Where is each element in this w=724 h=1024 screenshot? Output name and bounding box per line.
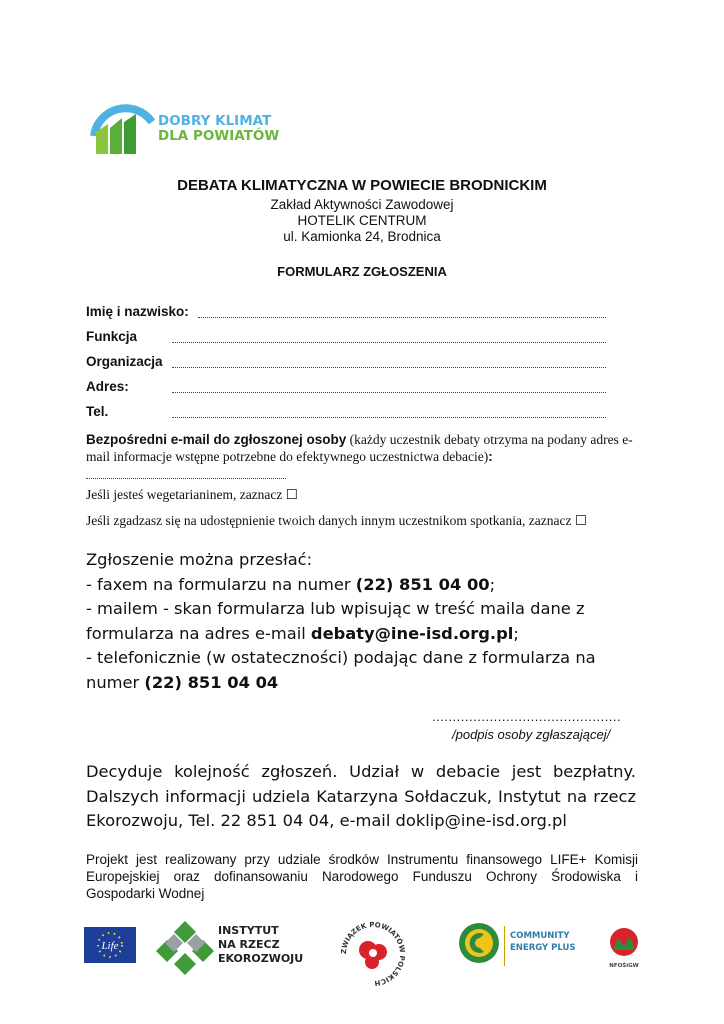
cep-line-1: COMMUNITY xyxy=(510,931,570,941)
ine-name xyxy=(218,924,303,966)
phone-line[interactable] xyxy=(172,417,606,418)
organization-label: Organizacja xyxy=(86,354,163,369)
address-label: Adres: xyxy=(86,379,129,394)
phone-label: Tel. xyxy=(86,404,109,419)
mail-method xyxy=(86,597,646,646)
signature-line[interactable]: .............................................. xyxy=(432,709,622,724)
mail-text: - mailem - skan formularza lub wpisując w treść maila dane z formularza na adres e-mail xyxy=(86,599,585,643)
logo-line-2: DLA POWIATÓW xyxy=(158,128,280,144)
venue-line-2: HOTELIK CENTRUM xyxy=(297,213,427,228)
ine-line-1: INSTYTUT xyxy=(218,924,279,937)
phone-method xyxy=(86,646,646,695)
info-paragraph: Decyduje kolejność zgłoszeń. Udział w debacie jest bezpłatny. Dalszych informacji udziela Katarzyna Sołdaczuk, Instytut na rzecz Ekorozwoju, Tel. 22 851 04 04, e-mail doklip@ine-isd.org.pl xyxy=(86,762,636,830)
phone-field[interactable] xyxy=(86,403,606,421)
form-title: FORMULARZ ZGŁOSZENIA xyxy=(277,264,447,279)
email-line[interactable] xyxy=(86,478,286,479)
fax-end: ; xyxy=(489,574,496,594)
organization-line[interactable] xyxy=(172,367,606,368)
zpp-logo xyxy=(338,918,408,986)
address-field[interactable] xyxy=(86,378,606,396)
function-line[interactable] xyxy=(172,342,606,343)
mail-end: ; xyxy=(513,623,519,643)
vegetarian-checkbox[interactable]: Jeśli jesteś wegetarianinem, zaznacz ☐ xyxy=(86,487,298,502)
logo-line-1: DOBRY KLIMAT xyxy=(158,113,272,129)
submission-intro: Zgłoszenie można przesłać: xyxy=(86,550,313,569)
cep-name xyxy=(510,930,576,954)
data-sharing-checkbox[interactable]: Jeśli zgadzasz się na udostępnienie twoich danych innym uczestnikom spotkania, zaznacz ☐ xyxy=(86,513,587,528)
cep-divider xyxy=(504,926,505,966)
email-note: (każdy uczestnik debaty otrzyma na podany adres e-mail informacje wstępne potrzebne do efektywnego uczestnictwa debacie) xyxy=(86,432,633,464)
function-label: Funkcja xyxy=(86,329,138,344)
address-line[interactable] xyxy=(172,392,606,393)
venue-address: ul. Kamionka 24, Brodnica xyxy=(283,229,441,244)
signature-label: /podpis osoby zgłaszającej/ xyxy=(452,727,611,742)
email-instructions xyxy=(86,431,646,465)
email-colon: : xyxy=(488,449,493,464)
email-label: Bezpośredni e-mail do zgłoszonej osoby xyxy=(86,432,347,447)
function-field[interactable] xyxy=(86,328,606,346)
nfos-text: NFOŚiGW xyxy=(609,963,639,969)
zpp-text: ZWIĄZEK POWIATÓW POLSKICH xyxy=(339,920,407,986)
venue-line-1: Zakład Aktywności Zawodowej xyxy=(270,197,454,212)
event-title: DEBATA KLIMATYCZNA W POWIECIE BRODNICKIM xyxy=(177,177,547,194)
ine-line-3: EKOROZWOJU xyxy=(218,952,304,965)
submission-methods xyxy=(86,548,646,695)
mail-address[interactable]: debaty@ine-isd.org.pl xyxy=(310,623,514,643)
fax-number: (22) 851 04 00 xyxy=(355,574,490,594)
name-field[interactable] xyxy=(86,303,606,321)
life-text: Life xyxy=(101,940,119,952)
name-label: Imię i nazwisko: xyxy=(86,304,189,319)
name-line[interactable] xyxy=(198,317,606,318)
fax-method xyxy=(86,573,646,598)
nfosigw-logo xyxy=(607,926,641,970)
phone-text: - telefonicznie (w ostateczności) podając dane z formularza na numer xyxy=(86,648,596,692)
ine-leaf-icon xyxy=(156,918,214,976)
cep-line-2: ENERGY PLUS xyxy=(510,943,576,953)
ine-line-2: NA RZECZ xyxy=(218,938,280,951)
cep-logo-icon xyxy=(458,922,500,964)
fax-text: - faxem na formularzu na numer xyxy=(86,574,356,594)
project-note: Projekt jest realizowany przy udziale środków Instrumentu finansowego LIFE+ Komisji Europejskiej oraz dofinansowaniu Narodowego Funduszu Ochrony Środowiska i Gospodarki Wodnej xyxy=(86,852,638,901)
logo-text xyxy=(158,114,279,144)
phone-number: (22) 851 04 04 xyxy=(144,672,279,692)
partner-logos xyxy=(84,918,644,988)
eu-life-logo xyxy=(84,927,136,963)
organization-field[interactable] xyxy=(86,353,606,371)
